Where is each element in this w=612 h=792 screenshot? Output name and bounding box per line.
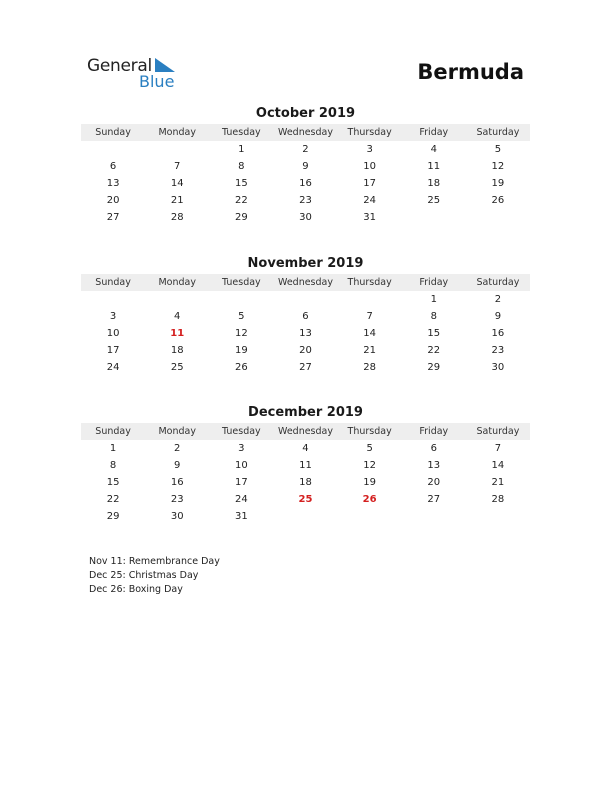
day-cell: 16 (170, 477, 184, 488)
holiday-note: Dec 25: Christmas Day (89, 570, 199, 581)
weekday-label: Wednesday (277, 277, 333, 288)
day-cell: 2 (494, 294, 502, 305)
week-row (81, 474, 530, 491)
day-cell: 27 (299, 362, 312, 373)
holiday-notes (89, 555, 220, 597)
day-cell: 6 (302, 311, 309, 322)
week-row (81, 291, 530, 308)
day-cell: 5 (494, 144, 502, 155)
day-cell: 3 (238, 443, 245, 454)
day-cell: 12 (491, 161, 505, 172)
week-row (81, 209, 530, 226)
day-cell: 10 (106, 328, 120, 339)
week-row (81, 508, 530, 525)
day-cell: 30 (170, 511, 184, 522)
day-cell: 13 (427, 460, 441, 471)
day-cell: 4 (174, 311, 181, 322)
day-cell: 28 (491, 494, 505, 505)
month-title: October 2019 (255, 106, 356, 121)
day-cell: 13 (106, 178, 120, 189)
day-cell: 5 (238, 311, 245, 322)
month-calendar (81, 255, 530, 376)
weekday-label: Thursday (347, 277, 392, 288)
day-cell: 16 (299, 178, 312, 189)
day-cell: 19 (491, 178, 505, 189)
day-cell: 3 (366, 144, 373, 155)
day-cell: 8 (109, 460, 117, 471)
weekday-label: Thursday (347, 127, 392, 138)
weekday-header (81, 274, 530, 291)
day-cell: 15 (106, 477, 120, 488)
day-cell (466, 508, 530, 525)
weekday-label: Sunday (95, 277, 131, 288)
weekday-label: Thursday (347, 426, 392, 437)
day-cell: 7 (366, 311, 373, 322)
day-cell: 19 (363, 477, 376, 488)
day-cell: 25 (427, 195, 441, 206)
weekday-label: Sunday (95, 127, 131, 138)
day-cell (338, 508, 402, 525)
day-cell (402, 209, 466, 226)
day-cell: 4 (302, 443, 309, 454)
day-cell: 25 (170, 362, 184, 373)
brand-logo (87, 56, 197, 92)
day-cell: 7 (494, 443, 502, 454)
day-cell: 17 (106, 345, 120, 356)
week-row (81, 192, 530, 209)
day-cell (466, 209, 530, 226)
week-row (81, 325, 530, 342)
day-cell: 11 (299, 460, 312, 471)
weekday-label: Saturday (476, 426, 520, 437)
day-cell: 14 (491, 460, 505, 471)
day-cell: 10 (234, 460, 248, 471)
week-row (81, 308, 530, 325)
day-cell: 28 (363, 362, 376, 373)
day-cell: 3 (109, 311, 117, 322)
day-cell: 24 (363, 195, 376, 206)
day-cell: 15 (427, 328, 441, 339)
month-title: December 2019 (248, 405, 363, 420)
day-cell: 22 (106, 494, 120, 505)
day-cell: 5 (366, 443, 373, 454)
day-cell: 6 (109, 161, 117, 172)
day-cell: 2 (174, 443, 181, 454)
day-cell: 30 (491, 362, 505, 373)
holiday-day-cell: 26 (362, 494, 377, 505)
weekday-label: Monday (158, 127, 196, 138)
day-cell: 30 (299, 212, 312, 223)
week-row (81, 141, 530, 158)
day-cell: 2 (302, 144, 309, 155)
day-cell: 22 (234, 195, 248, 206)
holiday-day-cell: 11 (170, 328, 185, 339)
weekday-header (81, 124, 530, 141)
weekday-label: Tuesday (222, 277, 261, 288)
day-cell: 26 (491, 195, 505, 206)
holiday-day-cell: 25 (298, 494, 313, 505)
day-cell: 14 (363, 328, 376, 339)
day-cell: 23 (170, 494, 184, 505)
day-cell: 24 (234, 494, 248, 505)
country-title: Bermuda (417, 60, 524, 84)
day-cell (273, 291, 337, 308)
day-cell: 8 (430, 311, 437, 322)
day-cell: 22 (427, 345, 441, 356)
month-calendar (81, 105, 530, 226)
day-cell: 29 (234, 212, 248, 223)
day-cell: 28 (170, 212, 184, 223)
weekday-label: Friday (419, 426, 449, 437)
week-row (81, 342, 530, 359)
day-cell: 16 (491, 328, 505, 339)
day-cell (81, 141, 145, 158)
day-cell (273, 508, 337, 525)
day-cell: 14 (170, 178, 184, 189)
holiday-note: Dec 26: Boxing Day (89, 584, 183, 595)
day-cell: 1 (430, 294, 437, 305)
day-cell: 27 (106, 212, 120, 223)
week-row (81, 359, 530, 376)
day-cell: 11 (427, 161, 441, 172)
day-cell: 9 (302, 161, 309, 172)
day-cell: 23 (299, 195, 312, 206)
weekday-label: Monday (158, 426, 196, 437)
day-cell (81, 291, 145, 308)
day-cell: 12 (234, 328, 248, 339)
day-cell: 21 (491, 477, 505, 488)
day-cell: 18 (170, 345, 184, 356)
day-cell: 21 (170, 195, 184, 206)
weekday-label: Saturday (476, 277, 520, 288)
weekday-label: Friday (419, 127, 449, 138)
day-cell: 13 (299, 328, 312, 339)
week-row (81, 158, 530, 175)
day-cell (338, 291, 402, 308)
day-cell (209, 291, 273, 308)
day-cell: 10 (363, 161, 376, 172)
weekday-label: Wednesday (277, 127, 333, 138)
day-cell: 20 (106, 195, 120, 206)
weekday-label: Tuesday (222, 127, 261, 138)
day-cell: 1 (109, 443, 117, 454)
day-cell: 21 (363, 345, 376, 356)
day-cell: 20 (299, 345, 312, 356)
weekday-label: Wednesday (277, 426, 333, 437)
weekday-label: Sunday (95, 426, 131, 437)
day-cell: 12 (363, 460, 376, 471)
day-cell: 23 (491, 345, 505, 356)
day-cell: 26 (234, 362, 248, 373)
day-cell: 31 (234, 511, 248, 522)
day-cell (145, 141, 209, 158)
day-cell (145, 291, 209, 308)
week-row (81, 491, 530, 508)
day-cell: 17 (363, 178, 376, 189)
logo-general-text: General (87, 56, 152, 76)
day-cell (402, 508, 466, 525)
logo-blue-text: Blue (139, 72, 175, 91)
day-cell: 24 (106, 362, 120, 373)
week-row (81, 440, 530, 457)
day-cell: 18 (427, 178, 441, 189)
day-cell: 9 (174, 460, 181, 471)
day-cell: 27 (427, 494, 441, 505)
day-cell: 9 (494, 311, 502, 322)
month-title: November 2019 (247, 256, 364, 271)
day-cell: 20 (427, 477, 441, 488)
week-row (81, 175, 530, 192)
weekday-label: Friday (419, 277, 449, 288)
weekday-label: Saturday (476, 127, 520, 138)
day-cell: 31 (363, 212, 376, 223)
holiday-note: Nov 11: Remembrance Day (89, 556, 220, 567)
weekday-label: Tuesday (222, 426, 261, 437)
day-cell: 8 (238, 161, 245, 172)
weekday-header (81, 423, 530, 440)
weekday-label: Monday (158, 277, 196, 288)
day-cell: 18 (299, 477, 312, 488)
day-cell: 29 (106, 511, 120, 522)
day-cell: 4 (430, 144, 437, 155)
day-cell: 17 (234, 477, 248, 488)
day-cell: 15 (234, 178, 248, 189)
day-cell: 1 (238, 144, 245, 155)
week-row (81, 457, 530, 474)
day-cell: 19 (234, 345, 248, 356)
day-cell: 6 (430, 443, 437, 454)
month-calendar (81, 404, 530, 525)
day-cell: 7 (174, 161, 181, 172)
day-cell: 29 (427, 362, 441, 373)
